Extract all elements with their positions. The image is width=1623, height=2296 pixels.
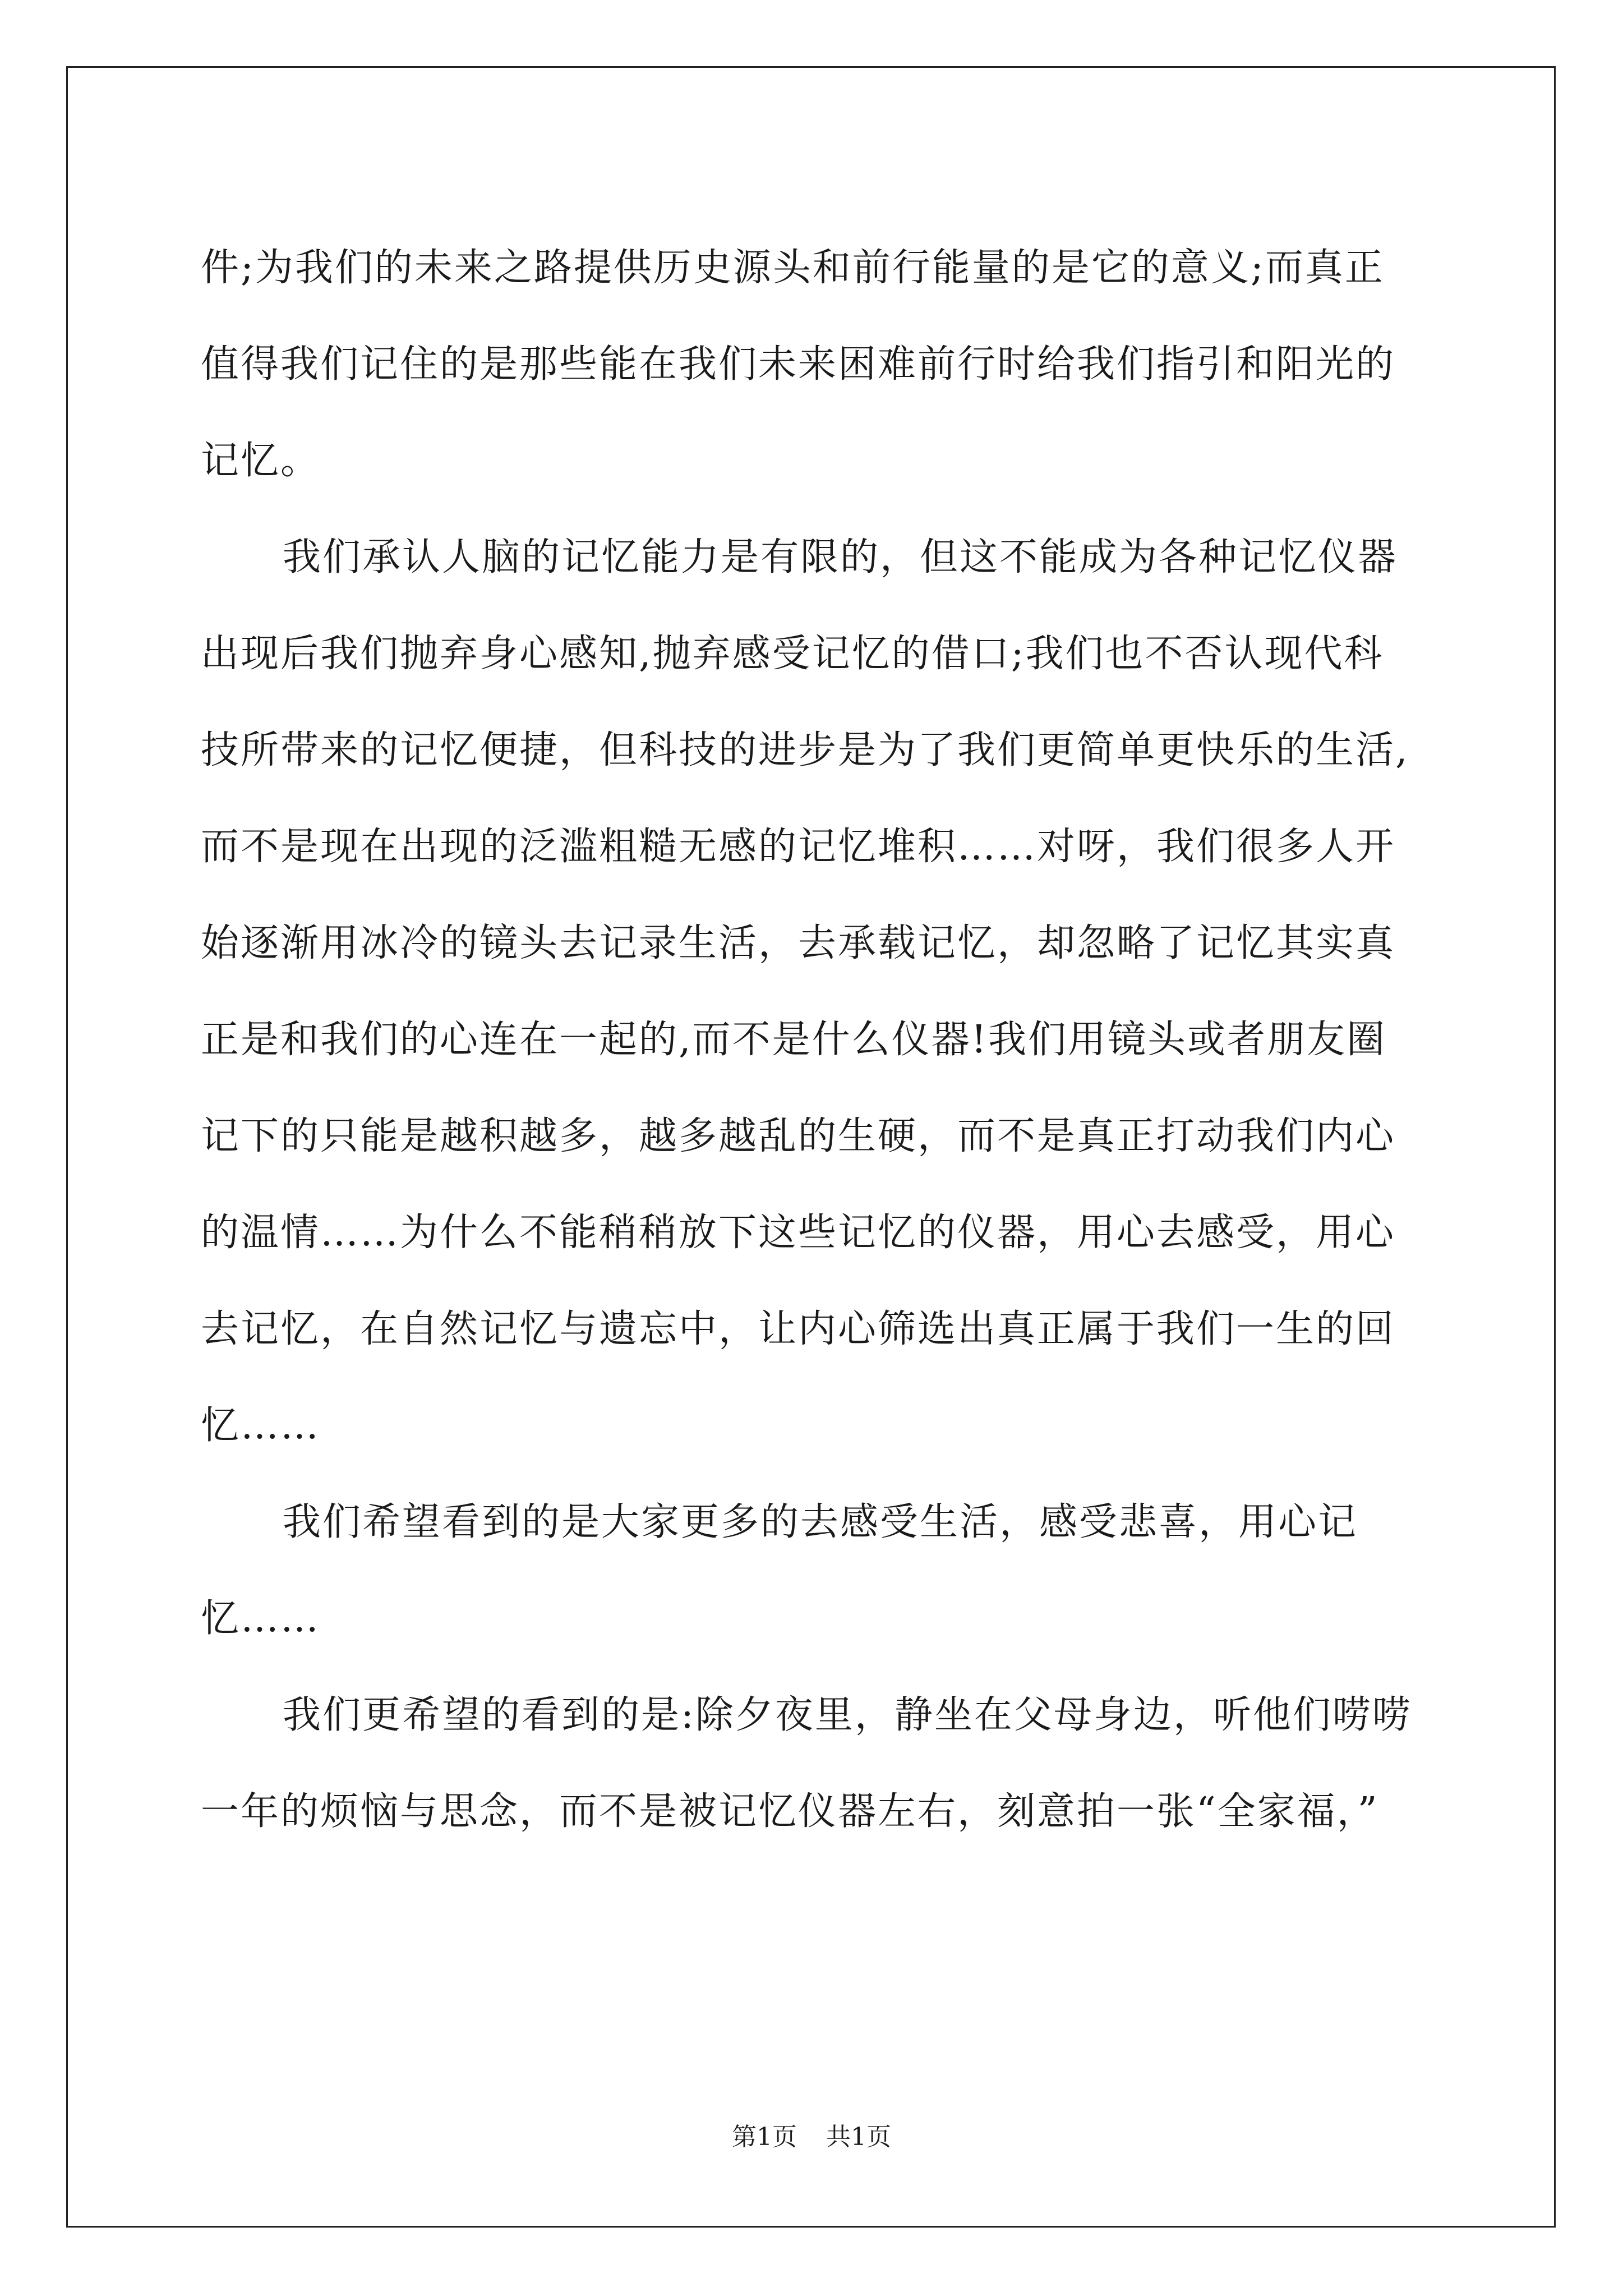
paragraph-first-line: 我们希望看到的是大家更多的去感受生活，感受悲喜，用心记 xyxy=(283,1500,1358,1544)
document-body xyxy=(201,220,1429,1860)
text-line: 正是和我们的心连在一起的,而不是什么仪器!我们用镜头或者朋友圈 xyxy=(201,1018,1386,1062)
text-line: 始逐渐用冰冷的镜头去记录生活，去承载记忆，却忽略了记忆其实真 xyxy=(201,921,1396,965)
text-line: 记忆。 xyxy=(201,439,321,483)
text-line: 去记忆，在自然记忆与遗忘中，让内心筛选出真正属于我们一生的回 xyxy=(201,1307,1396,1351)
paragraph-first-line: 我们更希望的看到的是:除夕夜里，静坐在父母身边，听他们唠唠 xyxy=(283,1693,1412,1737)
text-line: 一年的烦恼与思念，而不是被记忆仪器左右，刻意拍一张“全家福，” xyxy=(201,1789,1379,1834)
text-line: 忆…… xyxy=(201,1404,321,1448)
text-line: 记下的只能是越积越多，越多越乱的生硬，而不是真正打动我们内心 xyxy=(201,1114,1396,1158)
text-line: 的温情……为什么不能稍稍放下这些记忆的仪器，用心去感受，用心 xyxy=(201,1211,1396,1255)
text-line: 而不是现在出现的泛滥粗糙无感的记忆堆积……对呀，我们很多人开 xyxy=(201,825,1396,869)
page-number-current: 第1页 xyxy=(732,2123,797,2151)
page-number-total: 共1页 xyxy=(826,2123,891,2151)
page-footer xyxy=(0,2120,1623,2154)
text-line: 技所带来的记忆便捷，但科技的进步是为了我们更简单更快乐的生活, xyxy=(201,728,1409,772)
text-line: 出现后我们抛弃身心感知,抛弃感受记忆的借口;我们也不否认现代科 xyxy=(201,632,1384,676)
text-line: 件;为我们的未来之路提供历史源头和前行能量的是它的意义;而真正 xyxy=(201,246,1385,290)
text-line: 值得我们记住的是那些能在我们未来困难前行时给我们指引和阳光的 xyxy=(201,342,1396,386)
text-line: 忆…… xyxy=(201,1596,321,1641)
paragraph-first-line: 我们承认人脑的记忆能力是有限的，但这不能成为各种记忆仪器 xyxy=(283,535,1398,579)
